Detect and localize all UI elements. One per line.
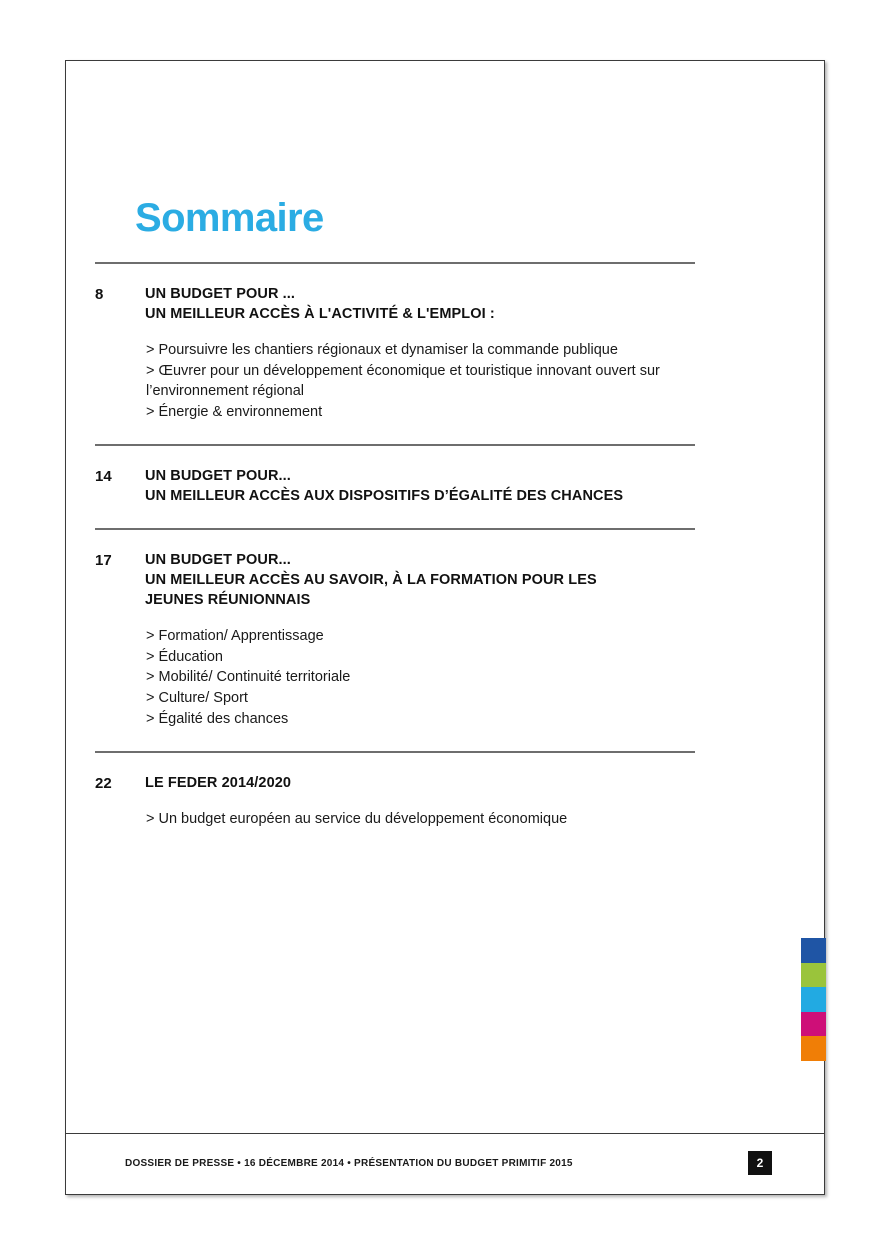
toc-heading-line: UN BUDGET POUR... bbox=[145, 468, 291, 485]
toc-entry-heading bbox=[145, 466, 695, 506]
toc-heading-line: JEUNES RÉUNIONNAIS bbox=[145, 592, 311, 609]
footer-text: DOSSIER DE PRESSE • 16 DÉCEMBRE 2014 • PRÉSENTATION DU BUDGET PRIMITIF 2015 bbox=[125, 1158, 573, 1169]
list-item: > Mobilité/ Continuité territoriale bbox=[146, 669, 351, 686]
table-of-contents bbox=[95, 262, 695, 830]
toc-heading-line: UN BUDGET POUR... bbox=[145, 552, 291, 569]
toc-heading-line: LE FEDER 2014/2020 bbox=[145, 775, 292, 792]
toc-entry-bullets bbox=[145, 809, 695, 830]
toc-heading-line: UN MEILLEUR ACCÈS AU SAVOIR, À LA FORMATION POUR LES bbox=[145, 572, 597, 589]
list-item: > Poursuivre les chantiers régionaux et dynamiser la commande publique bbox=[146, 342, 618, 358]
list-item: > Œuvrer pour un développement économique et touristique innovant ouvert sur l’environnement régional bbox=[146, 362, 660, 400]
toc-entry-bullets bbox=[145, 626, 695, 729]
list-item: > Culture/ Sport bbox=[146, 690, 248, 707]
toc-heading-line: UN MEILLEUR ACCÈS AUX DISPOSITIFS D’ÉGALITÉ DES CHANCES bbox=[145, 488, 624, 505]
toc-entry-bullets bbox=[145, 340, 695, 422]
list-item: > Éducation bbox=[146, 648, 223, 665]
page-number-badge: 2 bbox=[748, 1151, 772, 1175]
toc-entry-page-number: 22 bbox=[95, 775, 112, 793]
toc-heading-line: UN MEILLEUR ACCÈS À L'ACTIVITÉ & L'EMPLOI : bbox=[145, 306, 495, 322]
toc-heading-line: UN BUDGET POUR ... bbox=[145, 286, 296, 302]
list-item: > Égalité des chances bbox=[146, 710, 289, 727]
color-swatch-strip bbox=[801, 938, 826, 1061]
toc-entry[interactable] bbox=[95, 284, 695, 422]
toc-entry-page-number: 17 bbox=[95, 552, 112, 570]
swatch-cyan bbox=[801, 987, 826, 1012]
footer-divider bbox=[66, 1133, 824, 1134]
toc-entry[interactable] bbox=[95, 550, 695, 729]
toc-entry[interactable] bbox=[95, 773, 695, 830]
list-item: > Un budget européen au service du développement économique bbox=[146, 811, 568, 828]
toc-entry-page-number: 14 bbox=[95, 468, 112, 486]
list-item: > Énergie & environnement bbox=[146, 403, 323, 420]
toc-entry-page-number: 8 bbox=[95, 286, 104, 303]
page-title: Sommaire bbox=[135, 196, 324, 240]
toc-entry[interactable] bbox=[95, 466, 695, 506]
toc-entry-heading bbox=[145, 284, 695, 324]
swatch-orange bbox=[801, 1036, 826, 1061]
swatch-magenta bbox=[801, 1012, 826, 1037]
toc-entry-heading bbox=[145, 773, 695, 793]
list-item: > Formation/ Apprentissage bbox=[146, 628, 324, 645]
swatch-green bbox=[801, 963, 826, 988]
toc-entry-heading bbox=[145, 550, 695, 610]
swatch-blue bbox=[801, 938, 826, 963]
